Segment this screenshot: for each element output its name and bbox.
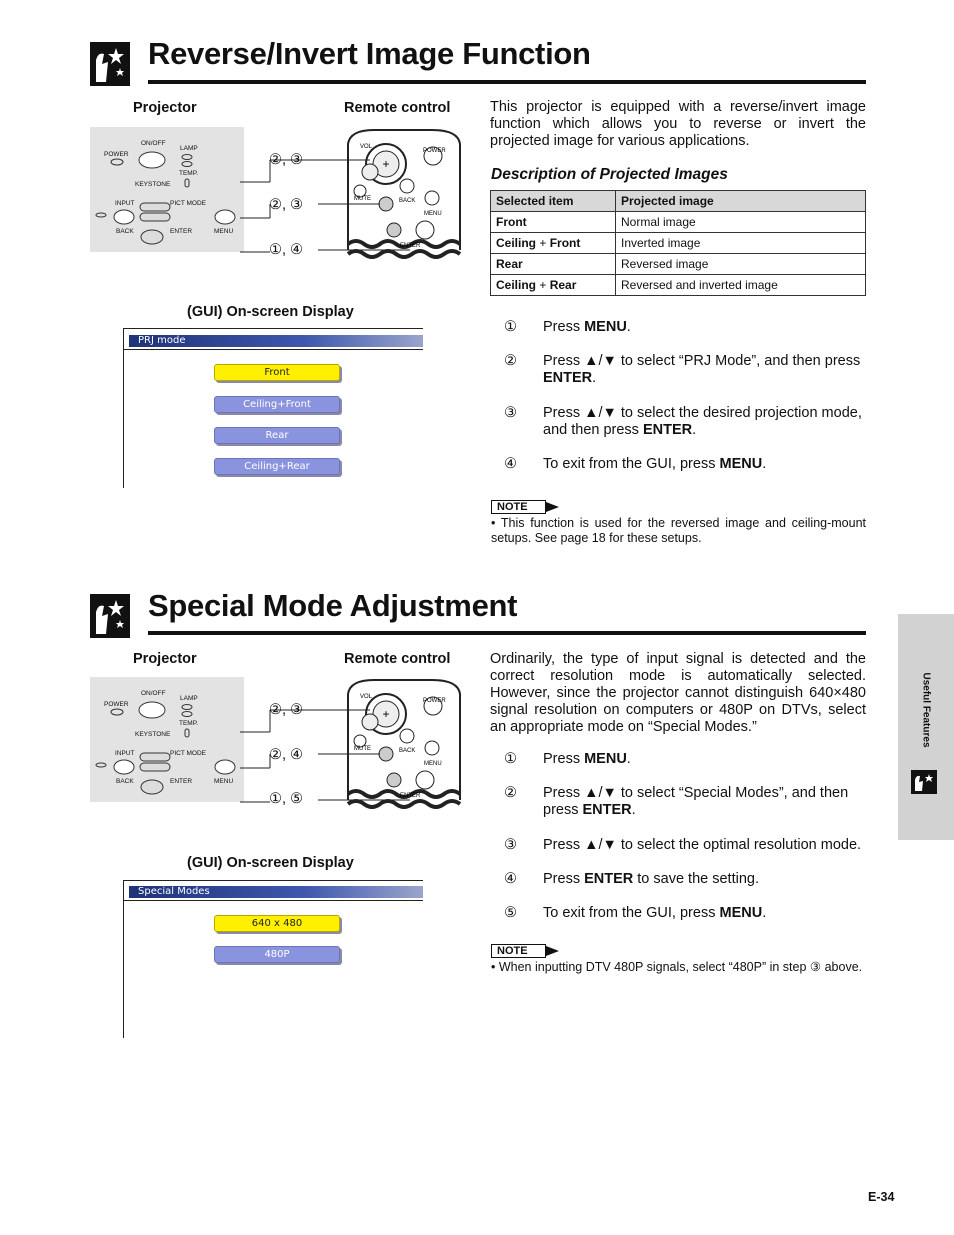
step-text-part: Press ▲/▼ to select “PRJ Mode”, and then press	[543, 353, 861, 369]
description-heading: Description of Projected Images	[491, 166, 728, 183]
table-row	[491, 254, 866, 275]
table-cell-image: Reversed and inverted image	[616, 275, 866, 296]
osd-option-ceiling-front[interactable]: Ceiling+Front	[214, 396, 340, 413]
step-item	[504, 871, 866, 889]
projector-label: Projector	[133, 651, 197, 667]
table-cell-item: Rear	[491, 254, 616, 275]
step-text	[543, 905, 766, 922]
svg-text:POWER: POWER	[423, 148, 446, 154]
osd-option-480p[interactable]: 480P	[214, 946, 340, 963]
step-key: ENTER	[582, 802, 632, 818]
step-text-part: Press ▲/▼ to select the optimal resolution mode.	[543, 837, 862, 853]
step-text-part: Press	[543, 871, 585, 887]
svg-text:BACK: BACK	[399, 198, 416, 204]
svg-text:+: +	[382, 707, 390, 721]
label-keystone: KEYSTONE	[135, 731, 171, 738]
label-enter: ENTER	[170, 778, 193, 785]
step-item	[504, 785, 866, 821]
plus-sign: +	[536, 278, 550, 292]
section-title: Reverse/Invert Image Function	[148, 36, 591, 71]
side-tab-label: Useful Features	[920, 672, 932, 748]
step-key: MENU	[584, 751, 627, 767]
note-step-number: ③	[809, 960, 822, 974]
osd-title-bar: Special Modes	[129, 886, 423, 898]
step-item	[504, 319, 866, 337]
step-key: MENU	[719, 905, 763, 921]
note-text-part: • When inputting DTV 480P signals, select “480P” in step	[491, 960, 810, 974]
table-cell-item	[491, 233, 616, 254]
svg-text:MUTE: MUTE	[354, 746, 371, 752]
step-text	[543, 353, 866, 387]
step-item	[504, 405, 866, 441]
step-text-part: .	[631, 802, 636, 818]
step-key: ENTER	[584, 871, 634, 887]
osd-frame-left	[123, 880, 124, 1038]
step-number: ①	[504, 319, 517, 335]
step-text	[543, 405, 866, 439]
osd-option-640x480[interactable]: 640 x 480	[214, 915, 340, 932]
label-power: POWER	[104, 701, 129, 708]
remote-label: Remote control	[344, 651, 451, 667]
step-text-part: Press ▲/▼ to select the desired projection mode, and then press	[543, 405, 862, 438]
note-text-part: above.	[821, 960, 863, 974]
callout-1: ②, ③	[269, 152, 304, 168]
label-enter: ENTER	[170, 228, 193, 235]
table-cell-image: Inverted image	[616, 233, 866, 254]
label-temp: TEMP.	[179, 720, 199, 727]
table-header-row	[491, 191, 866, 212]
label-lamp: LAMP	[180, 695, 198, 702]
step-number: ②	[504, 353, 517, 369]
step-number: ④	[504, 456, 517, 472]
callout-2: ②, ③	[269, 197, 304, 213]
step-item	[504, 456, 866, 474]
step-text	[543, 751, 631, 768]
table-row	[491, 275, 866, 296]
description-table	[490, 190, 866, 296]
label-back: BACK	[116, 228, 134, 235]
table-row	[491, 212, 866, 233]
callout-2: ②, ④	[269, 747, 304, 763]
step-key: MENU	[719, 456, 763, 472]
step-text-part: Press ▲/▼ to select “Special Modes”, and then press	[543, 785, 849, 818]
label-input: INPUT	[115, 200, 135, 207]
step-item	[504, 751, 866, 769]
osd-frame-top	[123, 880, 423, 881]
step-item	[504, 353, 866, 389]
page-number: E-34	[868, 1190, 895, 1204]
step-text-part: .	[626, 319, 631, 335]
label-temp: TEMP.	[179, 170, 199, 177]
label-power: POWER	[104, 151, 129, 158]
svg-text:MENU: MENU	[424, 761, 442, 767]
step-text	[543, 837, 866, 854]
osd-frame-left	[123, 328, 124, 488]
step-text-part: Press	[543, 319, 585, 335]
step-number: ①	[504, 751, 517, 767]
svg-text:BACK: BACK	[399, 748, 416, 754]
step-number: ②	[504, 785, 517, 801]
svg-text:MENU: MENU	[424, 211, 442, 217]
step-key: ENTER	[543, 370, 593, 386]
osd-option-ceiling-rear[interactable]: Ceiling+Rear	[214, 458, 340, 475]
panel-buttons	[90, 677, 244, 802]
item-part: Rear	[549, 278, 577, 292]
section-icon	[90, 594, 130, 638]
step-text-part: .	[762, 456, 767, 472]
callout-3: ①, ⑤	[269, 791, 304, 807]
svg-text:VOL: VOL	[360, 694, 373, 700]
item-part: Front	[549, 236, 581, 250]
label-back: BACK	[116, 778, 134, 785]
side-tab-icon	[911, 770, 937, 794]
label-menu: MENU	[214, 778, 234, 785]
step-item	[504, 837, 866, 855]
step-text-part: .	[626, 751, 631, 767]
note-text	[491, 960, 866, 975]
label-pict-mode: PICT MODE	[170, 200, 206, 207]
svg-text:ENTER: ENTER	[400, 243, 421, 249]
step-text	[543, 785, 866, 819]
step-number: ③	[504, 405, 517, 421]
osd-option-front[interactable]: Front	[214, 364, 340, 381]
label-lamp: LAMP	[180, 145, 198, 152]
title-rule	[148, 80, 866, 84]
table-cell-item	[491, 275, 616, 296]
step-number: ③	[504, 837, 517, 853]
step-number: ④	[504, 871, 517, 887]
step-number: ⑤	[504, 905, 517, 921]
table-row	[491, 233, 866, 254]
step-item	[504, 905, 866, 923]
table-cell-image: Reversed image	[616, 254, 866, 275]
note-badge-label: NOTE	[497, 501, 528, 513]
osd-title-rule	[123, 900, 423, 901]
note-badge-label: NOTE	[497, 945, 528, 957]
step-text-part: .	[692, 422, 697, 438]
step-text-part: .	[592, 370, 597, 386]
note-text: • This function is used for the reversed image and ceiling-mount setups. See page 18 for these setups.	[491, 516, 866, 545]
svg-text:POWER: POWER	[423, 698, 446, 704]
title-rule	[148, 631, 866, 635]
label-menu: MENU	[214, 228, 234, 235]
osd-title-bar: PRJ mode	[129, 335, 423, 347]
step-text	[543, 871, 759, 888]
osd-frame-top	[123, 328, 423, 329]
step-text-part: To exit from the GUI, press	[543, 905, 720, 921]
step-text-part: .	[762, 905, 767, 921]
label-keystone: KEYSTONE	[135, 181, 171, 188]
step-text-part: to save the setting.	[633, 871, 759, 887]
table-header-cell: Projected image	[616, 191, 866, 212]
item-part: Ceiling	[496, 278, 537, 292]
step-key: MENU	[584, 319, 627, 335]
step-text-part: Press	[543, 751, 585, 767]
panel-buttons	[90, 127, 244, 252]
intro-paragraph: This projector is equipped with a reverse/invert image function which allows you to reverse or invert the projected image for various applications.	[490, 99, 866, 149]
step-key: ENTER	[642, 422, 693, 438]
table-cell-image: Normal image	[616, 212, 866, 233]
callout-1: ②, ③	[269, 702, 304, 718]
step-text	[543, 456, 766, 473]
projector-panel	[90, 127, 244, 252]
remote-label: Remote control	[344, 100, 451, 116]
label-input: INPUT	[115, 750, 135, 757]
callout-3: ①, ④	[269, 242, 304, 258]
label-pict-mode: PICT MODE	[170, 750, 206, 757]
intro-paragraph: Ordinarily, the type of input signal is detected and the correct resolution mode is automatically selected. However, since the projector cannot distinguish 640×480 signal resolution on computers or 480P on DTVs, select an appropriate mode on “Special Modes.”	[490, 651, 866, 735]
svg-text:MUTE: MUTE	[354, 196, 371, 202]
section-icon	[90, 42, 130, 86]
plus-sign: +	[536, 236, 550, 250]
step-text-part: To exit from the GUI, press	[543, 456, 720, 472]
svg-text:VOL: VOL	[360, 144, 373, 150]
item-part: Ceiling	[496, 236, 537, 250]
table-cell-item: Front	[491, 212, 616, 233]
projector-label: Projector	[133, 100, 197, 116]
osd-label: (GUI) On-screen Display	[187, 855, 354, 871]
svg-text:ENTER: ENTER	[400, 793, 421, 799]
table-header-cell: Selected item	[491, 191, 616, 212]
section-title: Special Mode Adjustment	[148, 588, 518, 623]
osd-title-rule	[123, 349, 423, 350]
label-on-off: ON/OFF	[141, 690, 166, 697]
step-text	[543, 319, 631, 336]
label-on-off: ON/OFF	[141, 140, 166, 147]
svg-text:+: +	[382, 157, 390, 171]
projector-panel	[90, 677, 244, 802]
osd-option-rear[interactable]: Rear	[214, 427, 340, 444]
osd-label: (GUI) On-screen Display	[187, 304, 354, 320]
